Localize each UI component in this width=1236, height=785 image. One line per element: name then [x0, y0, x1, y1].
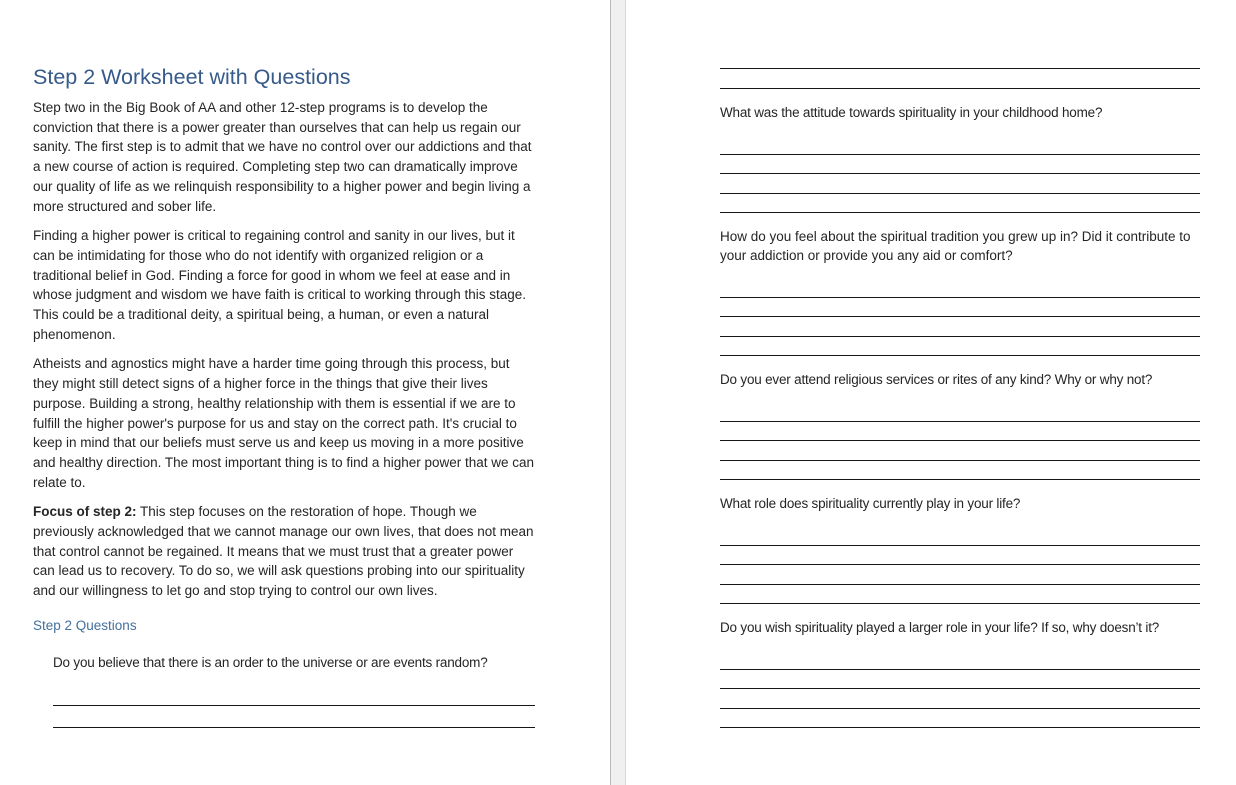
answer-line [720, 441, 1200, 461]
answer-line [720, 337, 1200, 357]
answer-line [720, 689, 1200, 709]
answer-line [720, 69, 1200, 90]
page-right-content [626, 0, 1200, 728]
question-religious-services: Do you ever attend religious services or rites of any kind? Why or why not? [720, 372, 1153, 387]
answer-line [720, 585, 1200, 605]
question-current-role: What role does spirituality currently play in your life? [720, 496, 1021, 511]
page-left-content [0, 0, 535, 728]
answer-line [720, 670, 1200, 690]
answer-line [720, 194, 1200, 214]
focus-paragraph-lead: Focus of step 2: [33, 504, 137, 520]
answer-line [720, 650, 1200, 670]
answer-line [720, 48, 1200, 69]
answer-lines-current-role [720, 526, 1200, 604]
page-left [0, 0, 611, 785]
focus-paragraph-text: This step focuses on the restoration of hope. Though we previously acknowledged that we cannot manage our own lives, that does not mean that control cannot be regained. It means that we must trust that a greater power can lead us to recovery. To do so, we will ask questions probing into our spirituality and our willingness to let go and stop trying to control our own lives. [33, 504, 534, 599]
answer-line [720, 278, 1200, 298]
answer-line [720, 298, 1200, 318]
answer-lines-religious-services [720, 402, 1200, 480]
question-childhood-home: What was the attitude towards spirituality in your childhood home? [720, 105, 1103, 120]
question-larger-role: Do you wish spirituality played a larger role in your life? If so, why doesn’t it? [720, 620, 1160, 635]
answer-line [720, 135, 1200, 155]
answer-line [53, 684, 535, 706]
higher-power-paragraph: Finding a higher power is critical to regaining control and sanity in our lives, but it can be intimidating for those who do not identify with organized religion or a traditional belief in God. Finding a force for good in whom we feel at ease and in whose judgment and wisdom we have faith is critical to working through this stage. This could be a traditional deity, a spiritual being, a human, or even a natural phenomenon. [33, 228, 527, 342]
answer-lines-spiritual-tradition [720, 278, 1200, 356]
answer-line [720, 317, 1200, 337]
questions-subheading: Step 2 Questions [33, 617, 137, 633]
answer-line [720, 422, 1200, 442]
document-title: Step 2 Worksheet with Questions [33, 65, 351, 89]
intro-paragraph: Step two in the Big Book of AA and other 12-step programs is to develop the conviction that there is a power greater than ourselves that can help us regain our sanity. The first step is to admit that we have no control over our addictions and that a new course of action is required. Completing step two can dramatically improve our quality of life as we relinquish responsibility to a higher power and begin living a more structured and sober life. [33, 100, 532, 214]
answer-line [720, 402, 1200, 422]
question-spiritual-tradition: How do you feel about the spiritual tradition you grew up in? Did it contribute to your addiction or provide you any aid or comfort? [720, 229, 1191, 263]
answer-lines-continuation [720, 48, 1200, 89]
answer-line [720, 155, 1200, 175]
page-right [626, 0, 1236, 785]
question-universe-order: Do you believe that there is an order to the universe or are events random? [53, 654, 488, 670]
answer-line [720, 461, 1200, 481]
page-gutter [611, 0, 626, 785]
answer-line [53, 706, 535, 728]
answer-line [720, 526, 1200, 546]
atheists-paragraph: Atheists and agnostics might have a harder time going through this process, but they might still detect signs of a higher force in the things that give their lives purpose. Building a strong, healthy relationship with them is essential if we are to fulfill the higher power's purpose for us and stay on the correct path. It's crucial to keep in mind that our beliefs must serve us and keep us moving in a more positive and healthy direction. The most important thing is to find a higher power that we can relate to. [33, 356, 535, 490]
answer-line [720, 546, 1200, 566]
focus-paragraph [33, 502, 535, 601]
answer-lines-childhood-home [720, 135, 1200, 213]
answer-line [720, 174, 1200, 194]
answer-lines-larger-role [720, 650, 1200, 728]
answer-line [720, 565, 1200, 585]
answer-lines-universe-order [53, 684, 535, 728]
answer-line [720, 709, 1200, 729]
